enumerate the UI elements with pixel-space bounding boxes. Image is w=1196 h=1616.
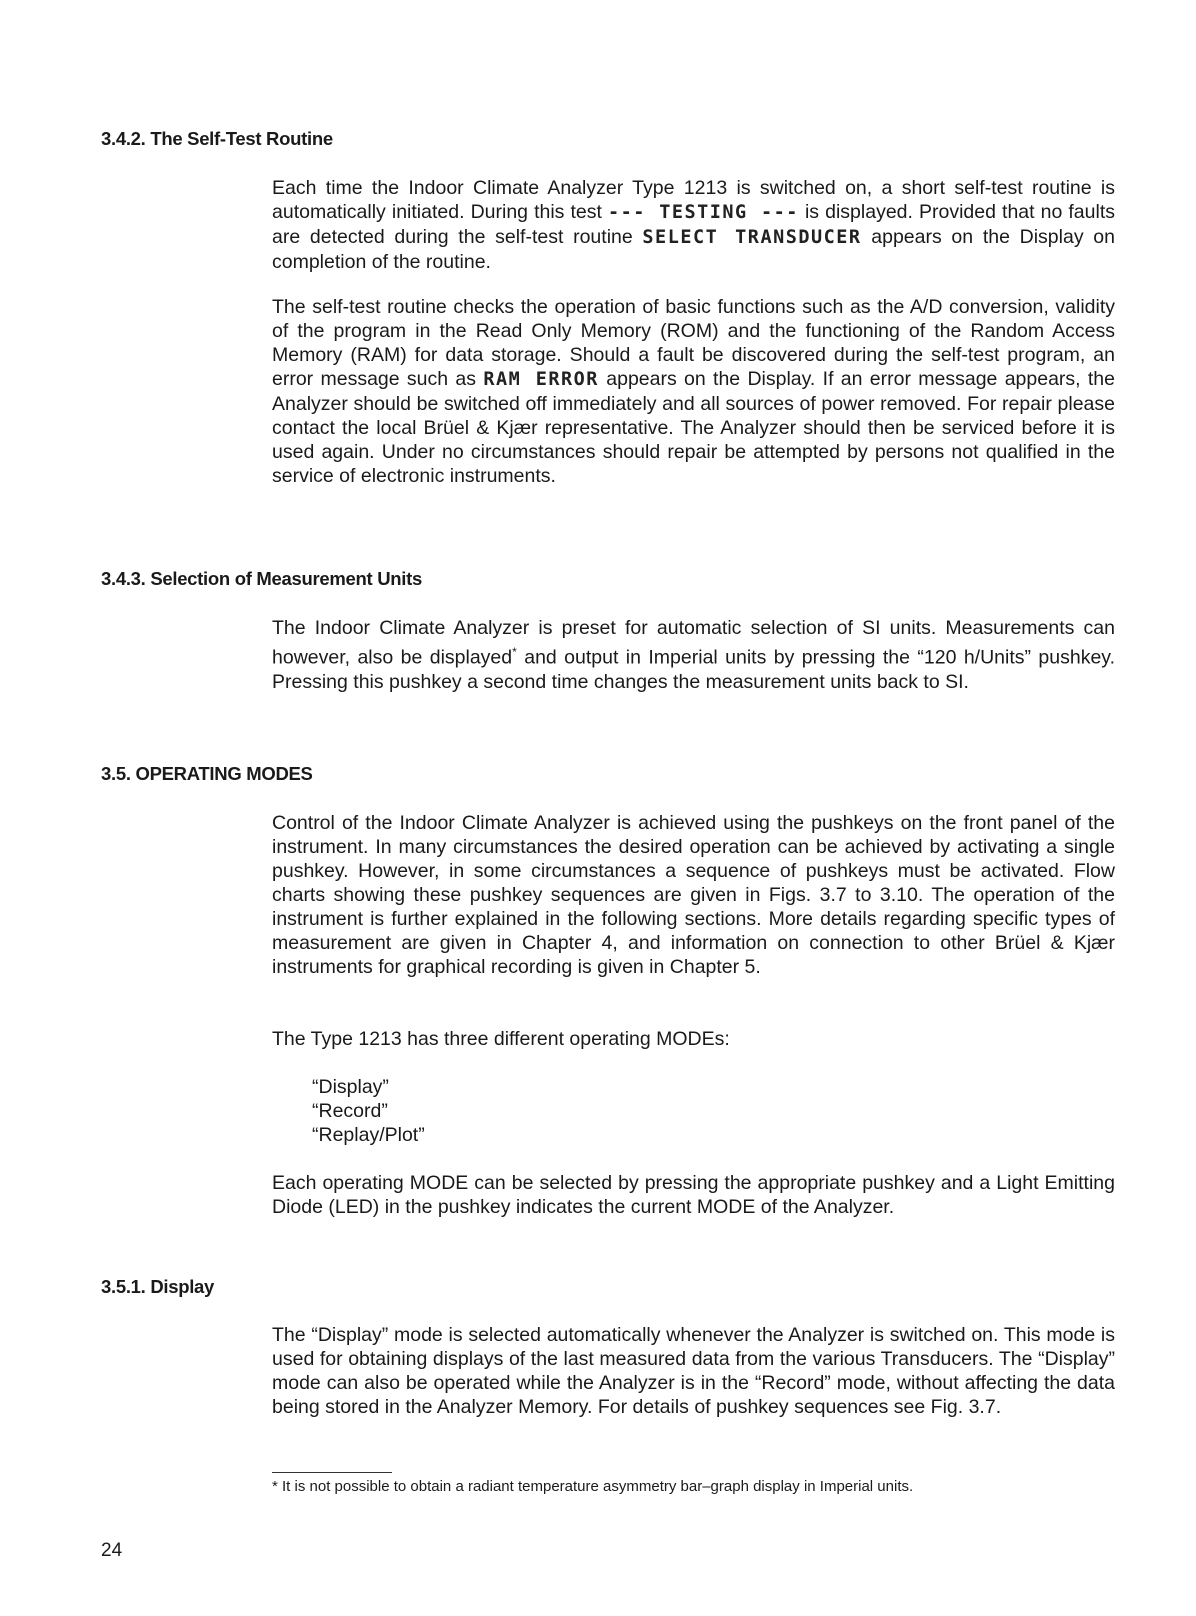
- footnote-marker: *: [512, 645, 517, 659]
- heading-operating-modes: 3.5. OPERATING MODES: [101, 763, 313, 784]
- list-item: “Display”: [312, 1076, 389, 1098]
- heading-self-test: 3.4.2. The Self-Test Routine: [101, 128, 333, 149]
- text-run: The self-test routine checks the operation of basic functions such as the A/D conversion, validity of the program in the Read Only Memory (ROM) and the functioning of the Random Access Memory (RAM) for data storage. Should a fault be discovered during the self-test program, an error message such as: [272, 296, 1115, 390]
- paragraph-modes-2: The Type 1213 has three different operating MODEs:: [272, 1028, 730, 1050]
- display-readout-testing: --- TESTING ---: [608, 202, 799, 223]
- page-number: 24: [101, 1540, 123, 1561]
- text-run: is displayed. Provided that no faults are detected during the self-test routine: [272, 201, 1115, 248]
- paragraph-self-test-1: [272, 176, 1115, 274]
- text-run: appears on the Display on completion of the routine.: [272, 226, 1115, 273]
- mode-list: [312, 1075, 425, 1147]
- footnote: * It is not possible to obtain a radiant temperature asymmetry bar–graph display in Imperial units.: [272, 1478, 914, 1495]
- list-item: “Record”: [312, 1100, 388, 1122]
- paragraph-modes-1: Control of the Indoor Climate Analyzer is achieved using the pushkeys on the front panel of the instrument. In many circumstances the desired operation can be achieved by activating a single pushkey. However, in some circumstances a sequence of pushkeys must be activated. Flow charts showing these pushkey sequences are given in Figs. 3.7 to 3.10. The operation of the instrument is further explained in the following sections. More details regarding specific types of measurement are given in Chapter 4, and information on connection to other Brüel & Kjær instruments for graphical recording is given in Chapter 5.: [272, 812, 1115, 978]
- text-run: The Indoor Climate Analyzer is preset for automatic selection of SI units. Measurements can however, also be displayed: [272, 617, 1115, 669]
- paragraph-display-1: The “Display” mode is selected automatically whenever the Analyzer is switched on. This mode is used for obtaining displays of the last measured data from the various Transducers. The “Display” mode can also be operated while the Analyzer is in the “Record” mode, without affecting the data being stored in the Analyzer Memory. For details of pushkey sequences see Fig. 3.7.: [272, 1324, 1115, 1418]
- text-run: and output in Imperial units by pressing the “120 h/Units” pushkey. Pressing this pushkey a second time changes the measurement units back to SI.: [272, 646, 1116, 693]
- heading-display: 3.5.1. Display: [101, 1276, 215, 1297]
- list-item: “Replay/Plot”: [312, 1124, 425, 1146]
- heading-measurement-units: 3.4.3. Selection of Measurement Units: [101, 568, 422, 589]
- footnote-divider: [272, 1472, 392, 1473]
- text-run: appears on the Display. If an error message appears, the Analyzer should be switched off immediately and all sources of power removed. For repair please contact the local Brüel & Kjær representative. The Analyzer should then be serviced before it is used again. Under no circumstances should repair be attempted by persons not qualified in the service of electronic instruments.: [272, 368, 1115, 487]
- text-run: Each time the Indoor Climate Analyzer Type 1213 is switched on, a short self-test routine is automatically initiated. During this test: [272, 177, 1115, 223]
- display-readout-select-transducer: SELECT TRANSDUCER: [642, 227, 862, 248]
- paragraph-self-test-2: [272, 295, 1115, 488]
- display-readout-ram-error: RAM ERROR: [483, 369, 599, 390]
- paragraph-units-1: [272, 616, 1115, 694]
- paragraph-modes-3: Each operating MODE can be selected by pressing the appropriate pushkey and a Light Emitting Diode (LED) in the pushkey indicates the current MODE of the Analyzer.: [272, 1172, 1115, 1218]
